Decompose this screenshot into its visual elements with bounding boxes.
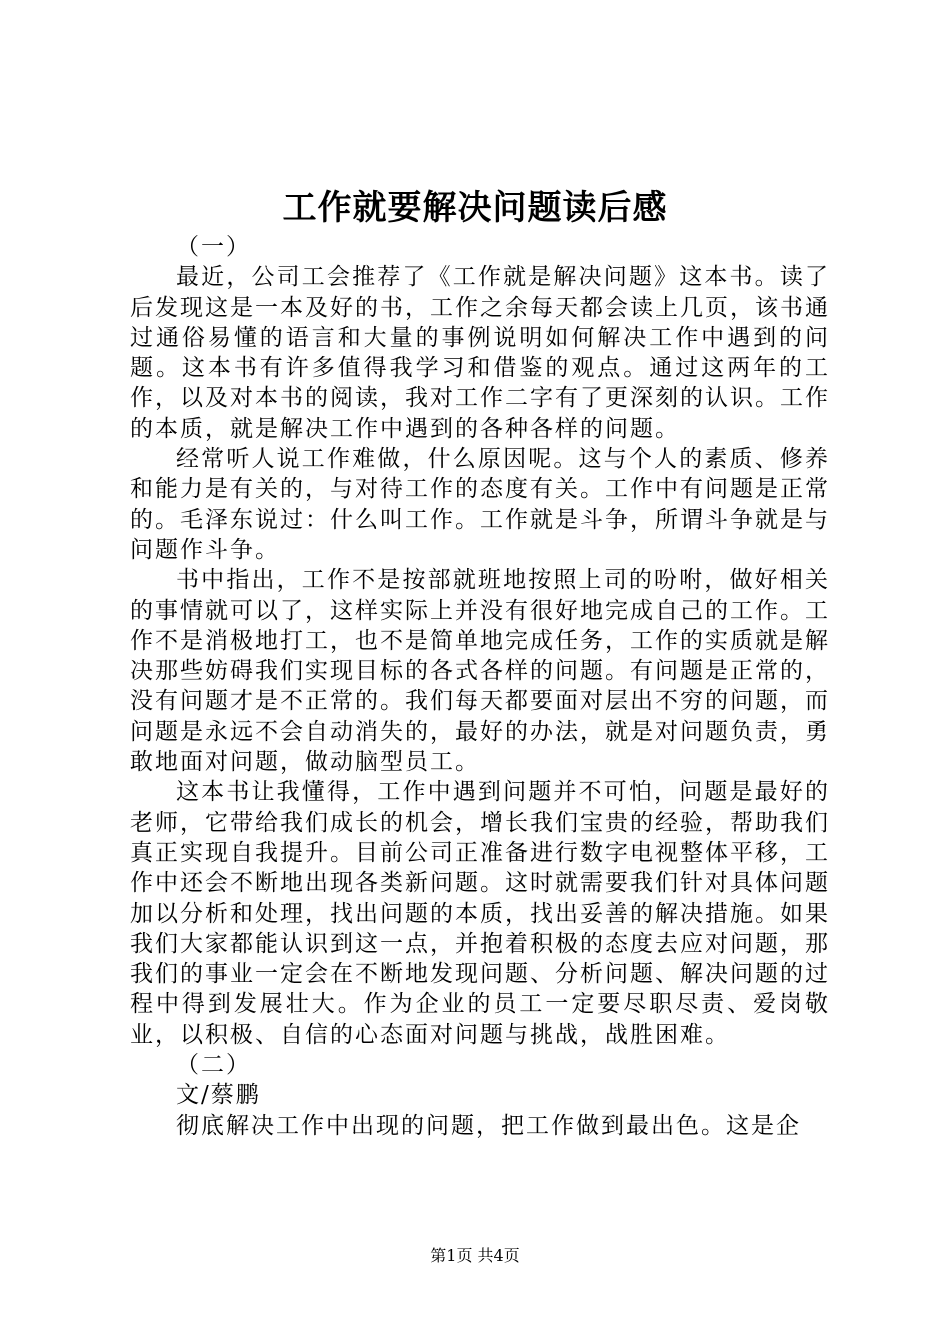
author-line: 文/蔡鹏 (176, 1082, 261, 1109)
paragraph-4: 这本书让我懂得，工作中遇到问题并不可怕，问题是最好的老师，它带给我们成长的机会，增长我们宝贵的经验，帮助我们真正实现自我提升。目前公司正准备进行数字电视整体平移，工作中还会不断地出现各类新问题。这时就需要我们针对具体问题加以分析和处理，找出问题的本质，找出妥善的解决措施。如果我们大家都能认识到这一点，并抱着积极的态度去应对问题，那我们的事业一定会在不断地发现问题、分析问题、解决问题的过程中得到发展壮大。作为企业的员工一定要尽职尽责、爱岗敬业，以积极、自信的心态面对问题与挑战，战胜困难。 (130, 779, 830, 1048)
page-footer: 第1页 共4页 (430, 1246, 520, 1265)
section-marker-1: （一） (176, 234, 251, 260)
paragraph-3: 书中指出，工作不是按部就班地按照上司的吩咐，做好相关的事情就可以了，这样实际上并没有很好地完成自己的工作。工作不是消极地打工，也不是简单地完成任务，工作的实质就是解决那些妨碍我们实现目标的各式各样的问题。有问题是正常的，没有问题才是不正常的。我们每天都要面对层出不穷的问题，而问题是永远不会自动消失的，最好的办法，就是对问题负责，勇敢地面对问题，做动脑型员工。 (130, 567, 830, 776)
paragraph-5: 彻底解决工作中出现的问题，把工作做到最出色。这是企 (176, 1112, 801, 1139)
document-title: 工作就要解决问题读后感 (282, 188, 668, 228)
document-body (130, 232, 830, 1141)
section-marker-2: （二） (176, 1052, 251, 1079)
paragraph-2: 经常听人说工作难做，什么原因呢。这与个人的素质、修养和能力是有关的，与对待工作的态度有关。工作中有问题是正常的。毛泽东说过：什么叫工作。工作就是斗争，所谓斗争就是与问题作斗争。 (130, 446, 830, 563)
paragraph-1: 最近，公司工会推荐了《工作就是解决问题》这本书。读了后发现这是一本及好的书，工作之余每天都会读上几页，该书通过通俗易懂的语言和大量的事例说明如何解决工作中遇到的问题。这本书有许多值得我学习和借鉴的观点。通过这两年的工作，以及对本书的阅读，我对工作二字有了更深刻的认识。工作的本质，就是解决工作中遇到的各种各样的问题。 (130, 264, 830, 442)
